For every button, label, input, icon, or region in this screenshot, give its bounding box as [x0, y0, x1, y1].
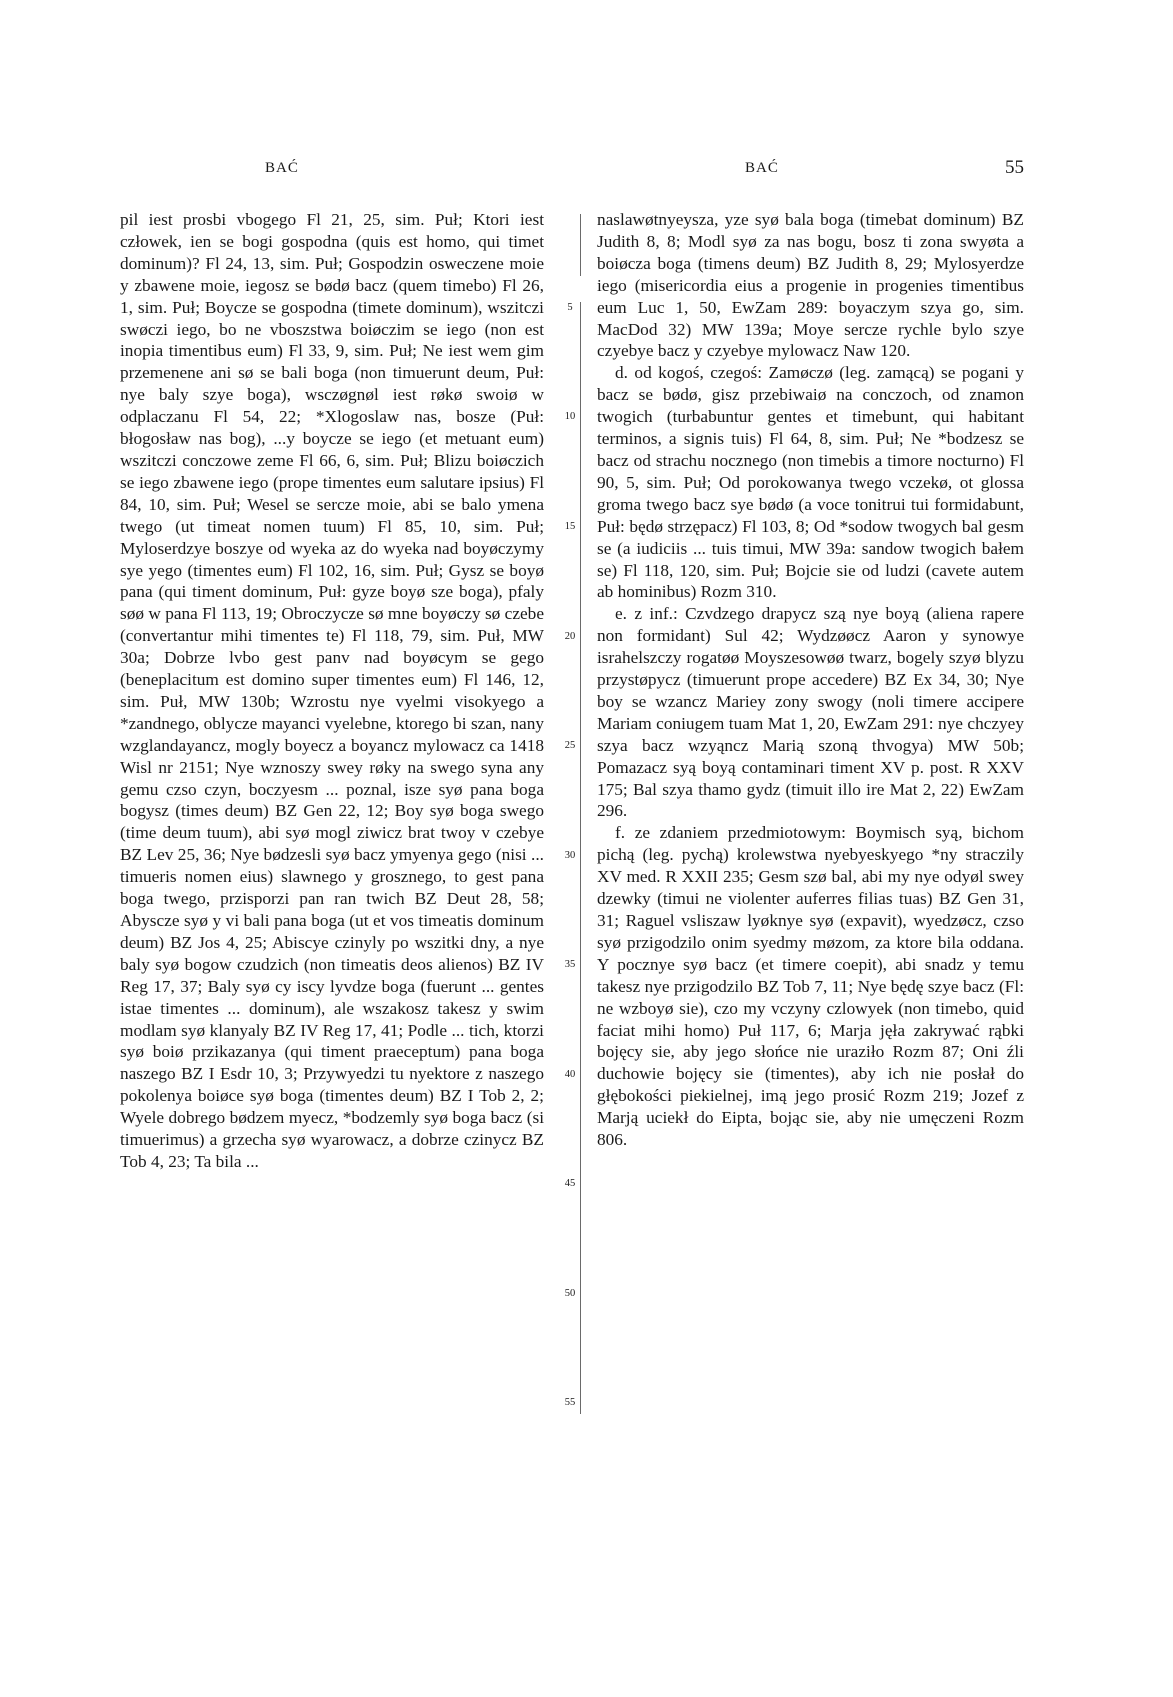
line-number: 50 [564, 1288, 576, 1299]
column-divider [580, 214, 581, 276]
column-divider [580, 302, 581, 1414]
line-number: 45 [564, 1178, 576, 1189]
running-head-center: BAĆ [745, 160, 779, 176]
entry-section-d: d. od kogoś, czegoś: Zamøczø (leg. zamącą) se pogani y bacz se bødø, gisz przebiwaiø na conczoch, od znamon twogich (turbabuntur gentes et timebunt, qui habitant terminos, a signis tuis) Fl 64, 8, sim. Puł; Ne *bodzesz se bacz od strachu nocznego (non timebis a timore nocturno) Fl 90, 5, sim. Puł; Od porokowanya twego vczekø, ot glossa groma twego bacz sye bødø (a voce tonitrui tui formidabunt, Puł: będø strzępacz) Fl 103, 8; Od *sodow twogych bal gesm se (a iudiciis ... tuis timui, MW 39a: sandow twogich bałem se) Fl 118, 120, sim. Puł; Bojcie sie od ludzi (cavete autem ab hominibus) Rozm 310. [597, 363, 1024, 602]
page-number: 55 [1005, 157, 1024, 178]
entry-text: pil iest prosbi vbogego Fl 21, 25, sim. Puł; Ktori iest człowek, ien se bogi gospodna (quis est homo, qui timet dominum)? Fl 24, 13, sim. Puł; Gospodzin osweczene moie y zbawene moie, iegosz se bødø bacz (quem timebo) Fl 26, 1, sim. Puł; Boycze se gospodna (timete dominum), wszitczi swøczi iego, bo ne vboszstwa boiøczim se iego (non est inopia timentibus eum) Fl 33, 9, sim. Puł; Ne iest wem gim przemenene ani sø se bali boga (non timuerunt deum, Puł: nye baly szye boga), wsczøgnøl iest røkø swoiø w odplaczanu Fl 54, 22; *Xlogoslaw nas, bosze (Puł: błogosław nas bog), ...y boycze se iego (et metuant eum) wszitczi conczowe zeme Fl 66, 6, sim. Puł; Blizu boiøczich se iego zbawene iego (prope timentes eum salutare ipsius) Fl 84, 10, sim. Puł; Wesel se sercze moie, abi se balo ymena twego (ut timeat nomen tuum) Fl 85, 10, sim. Puł; Myloserdzye boszye od wyeka az do wyeka nad boyøczymy sye yego (timentes eum) Fl 102, 16, sim. Puł; Gysz se boyø pana (qui timent dominum, Puł: gyze boyø sze boga), pfaly søø w pana Fl 113, 19; Obroczycze sø mne boyøczy sø czebe (convertantur mihi timentes te) Fl 118, 79, sim. Puł, MW 30a; Dobrze lvbo gest panv nad boyøcym se gego (beneplacitum est domino super timentes eum) Fl 146, 12, sim. Puł, MW 130b; Wzrostu nye vyelmi visokyego a *zandnego, oblycze mayanci vyelebne, ktorego bi szan, nany wzglandayancz, mogly boyecz a boyancz mylowacz ca 1418 Wisl nr 2151; Nye wznoszy swey røky na swego syna any gemu czso czyn, boczyesm ... poznal, isze syø pana boga bogysz (times deum) BZ Gen 22, 12; Boy syø boga swego (time deum tuum), abi syø mogl ziwicz brat twoy v czebye BZ Lev 25, 36; Nye bødzesli syø bacz ymyenya gego (nisi ... timueris nomen eius) slawnego y grosznego, to gest pana boga twego, przisporzi pan ran twich BZ Deut 28, 58; Abyscze syø y vi bali pana boga (ut et vos timeatis dominum deum) BZ Jos 4, 25; Abiscye czinyly po wszitki dny, a nye baly syø bogow czudzich (non timeatis deos alienos) BZ IV Reg 17, 37; Baly syø cy iscy lyvdze boga (fuerunt ... gentes istae timentes ... dominum), ale wszakosz takesz y swim modlam syø klanyaly BZ IV Reg 17, 41; Podle ... tich, ktorzi syø boiø przikazanya (qui timent praeceptum) pana boga naszego BZ I Esdr 10, 3; Przywyedzi tu nyektore z naszego pokolenya boiøce syø boga (timentes deum) BZ I Tob 2, 2; Wyele dobrego bødzem myecz, *bodzemly syø boga bacz (si timuerimus) a grzecha syø wyarowacz, a dobrze czinycz BZ Tob 4, 23; Ta bila ... [120, 210, 544, 1171]
line-number: 15 [564, 521, 576, 532]
left-column [120, 209, 544, 1419]
line-number: 5 [567, 302, 573, 313]
entry-section-f: f. ze zdaniem przedmiotowym: Boymisch syą, bichom pichą (leg. pychą) krolewstwa nyebyeskyego *ny straczily XV med. R XXII 235; Gesm szø bal, abi my nye odyøl swey dzewky (timui ne violenter auferres filias tuas) BZ Gen 31, 31; Raguel vsliszaw lyøknye syø (expavit), wyedzøcz, czso syø przigodzilo onim syedmy møzom, za ktore bila oddana. Y pocznye syø bacz (et timere coepit), abi snadz y temu takesz nye przigodzilo BZ Tob 7, 11; Nye będę szye bacz (Fl: ne wzboyø sie), czo my vczyny czlowyek (non timebo, quid faciat mihi homo) Puł 117, 6; Marja jęła zakrywać rąbki bojęcy sie, aby jego słońce nie uraziło Rozm 87; Oni źli duchowie bojęcy sie (timentes), aby ich nie posłał do głębokości piekielnej, imą jego prosić Rozm 219; Jozef z Marją uciekł do Eipta, bojąc sie, aby nie umęczeni Rozm 806. [597, 823, 1024, 1150]
line-number: 25 [564, 740, 576, 751]
line-number: 10 [564, 411, 576, 422]
entry-text: naslawøtnyeysza, yze syø bala boga (timebat dominum) BZ Judith 8, 8; Modl syø za nas bogu, bosz ti zona swyøta a boiøcza boga (timens deum) BZ Judith 8, 29; Mylosyerdze iego (misericordia eius a progenie in progenies timentibus eum Luc 1, 50, EwZam 289: boyaczym szya go, sim. MacDod 32) MW 139a; Moye sercze rychle bylo szye czyebye bacz y czyebye mylowacz Naw 120. [597, 210, 1024, 361]
entry-section-e: e. z inf.: Czvdzego drapycz szą nye boyą (aliena rapere non formidant) Sul 42; Wydzøøcz Aaron y synowye israhelszczy rogatøø Moyszesowøø twarz, bogely szyø blyzu przystøpycz (timuerunt prope accedere) BZ Ex 34, 30; Nye boy se wzancz Mariey zony swogy (noli timere accipere Mariam coniugem tuam Mat 1, 20, EwZam 291: nye chczyey szya bacz wzyąncz Marią szoną thvogya) MW 50b; Pomazacz syą boyą contaminari timent XV p. post. R XXV 175; Bal szya thamo gydz (timuit illo ire Mat 2, 22) EwZam 296. [597, 604, 1024, 821]
line-number: 35 [564, 959, 576, 970]
right-column [597, 209, 1024, 1419]
line-number: 20 [564, 631, 576, 642]
running-head-left: BAĆ [265, 160, 299, 176]
line-number: 40 [564, 1069, 576, 1080]
line-number: 30 [564, 850, 576, 861]
line-number: 55 [564, 1397, 576, 1408]
